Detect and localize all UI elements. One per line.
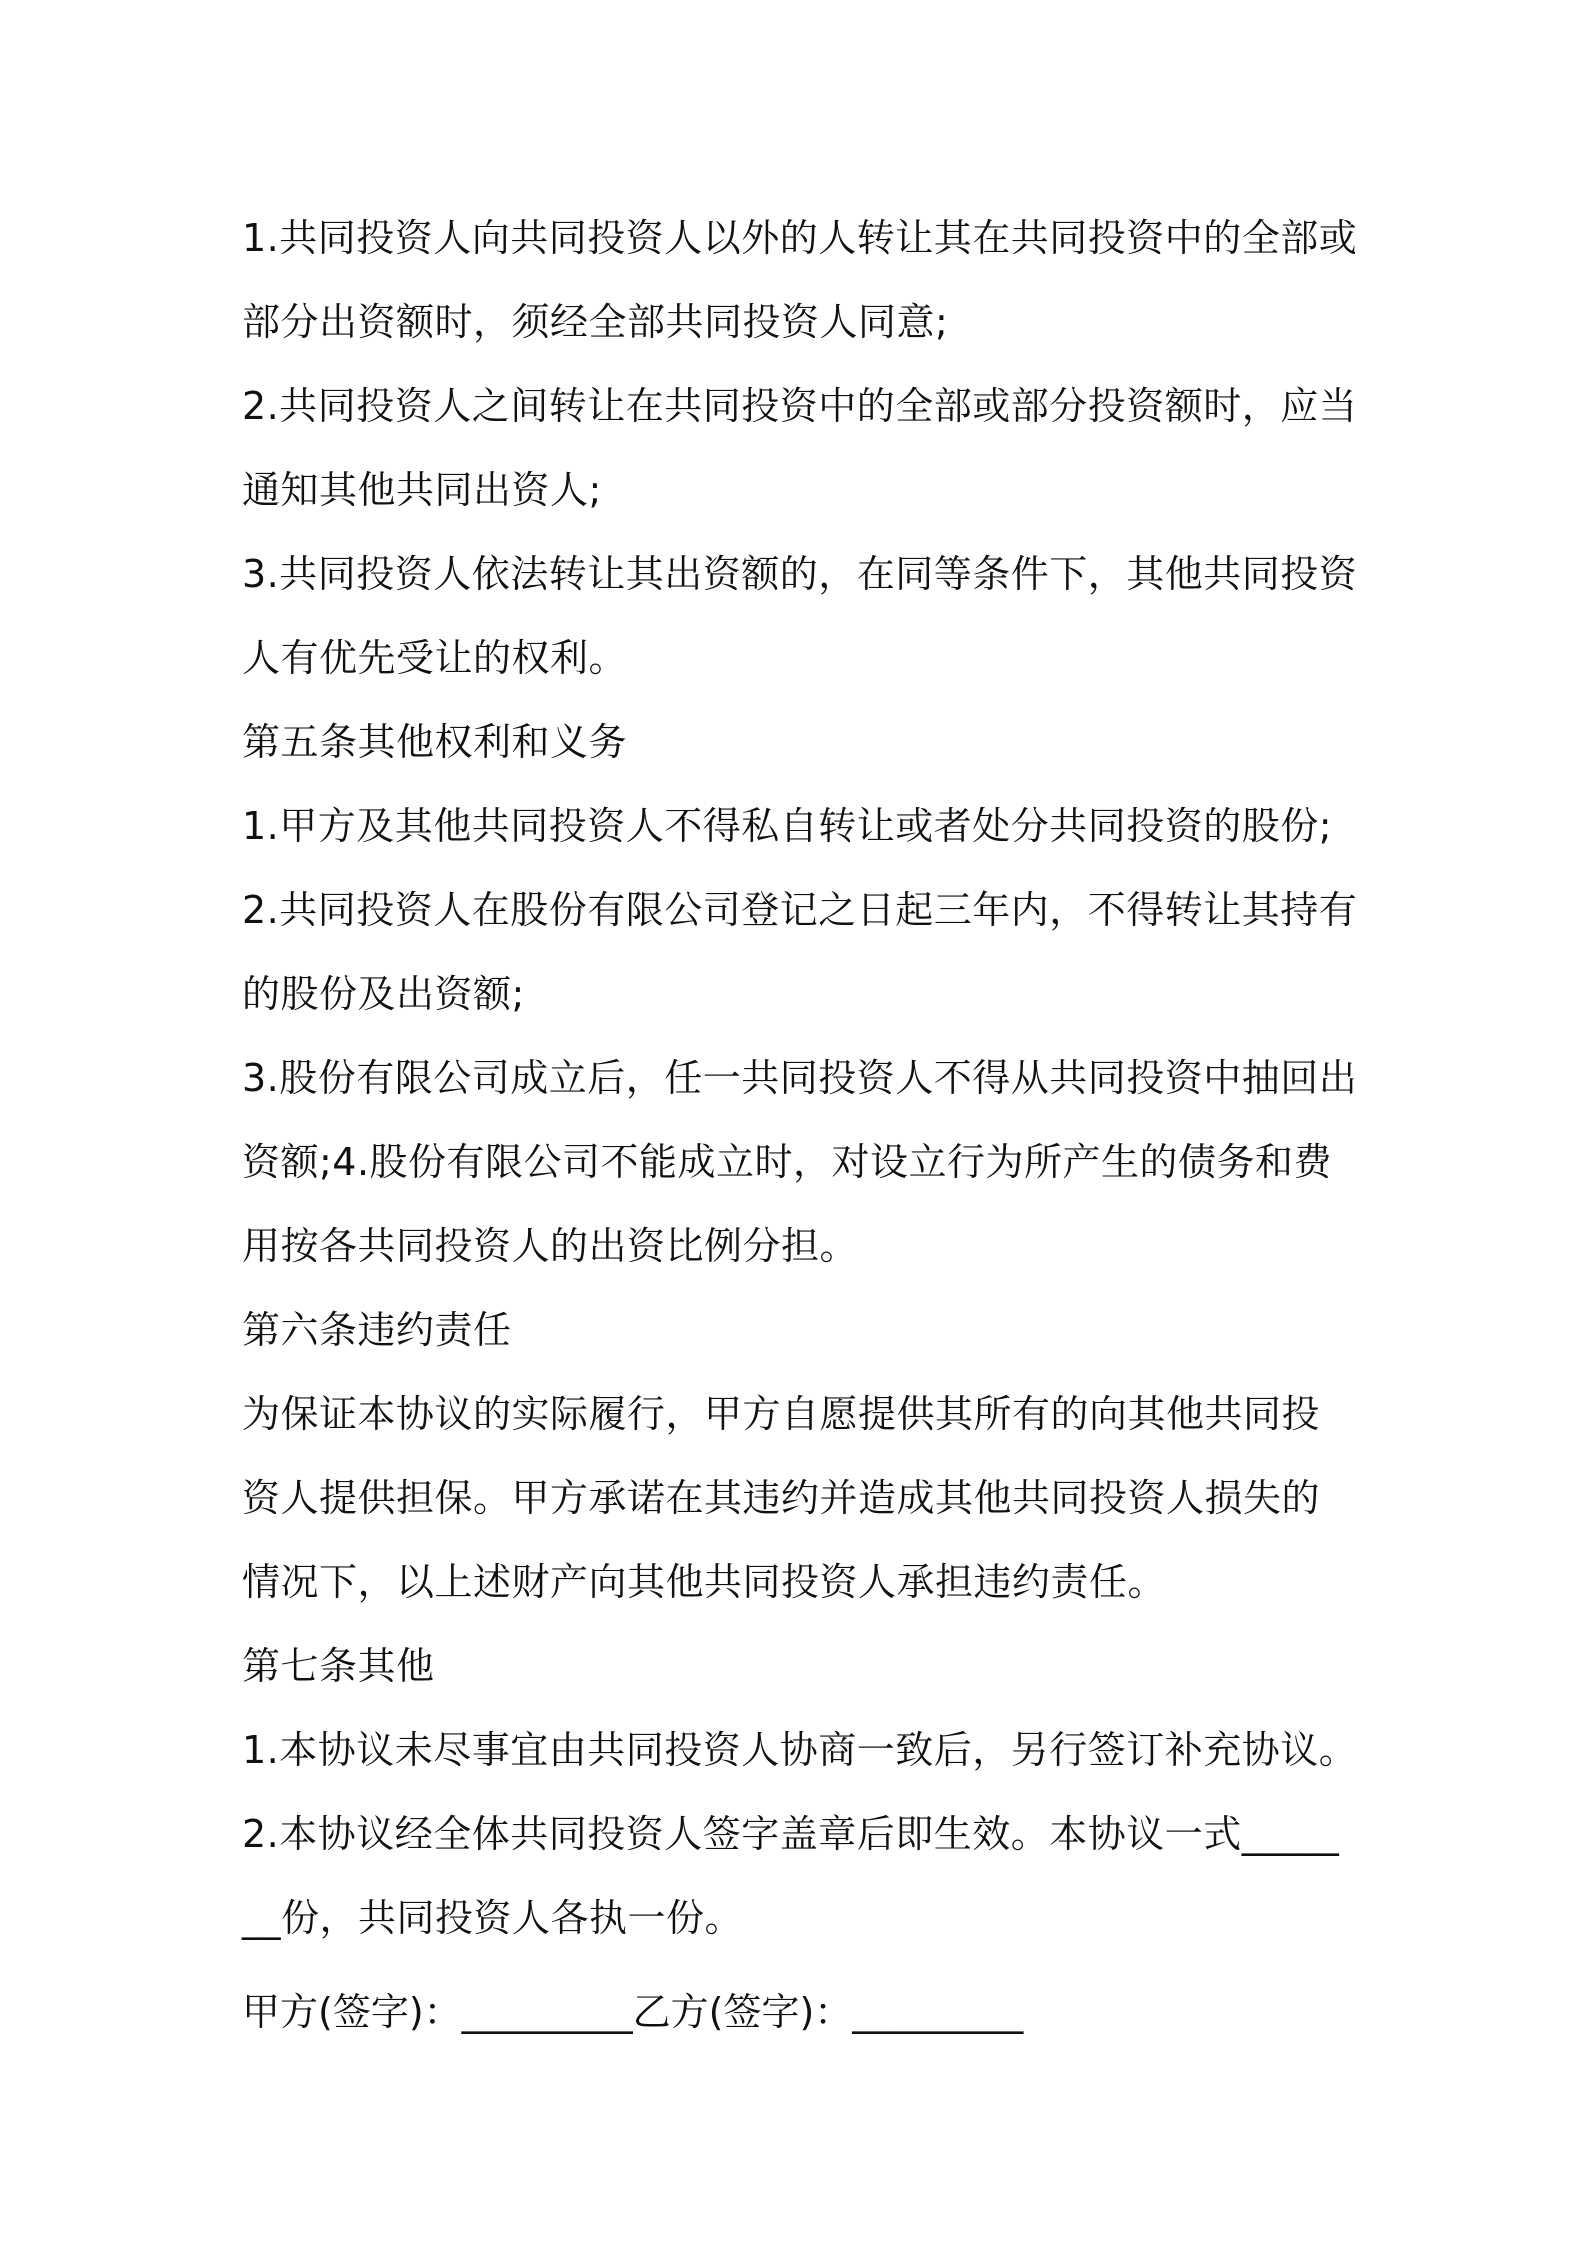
paragraph-3: 3.共同投资人依法转让其出资额的，在同等条件下，其他共同投资人有优先受让的权利。 <box>242 552 1358 680</box>
paragraph-1: 1.共同投资人向共同投资人以外的人转让其在共同投资中的全部或部分出资额时，须经全部共同投资人同意; <box>242 216 1358 344</box>
article-6-heading: 第六条违约责任 <box>242 1308 512 1352</box>
document-page <box>242 196 1358 2092</box>
article-7-heading: 第七条其他 <box>242 1644 435 1688</box>
paragraph-7: 1.本协议未尽事宜由共同投资人协商一致后，另行签订补充协议。 <box>242 1728 1358 1772</box>
paragraph-6: 为保证本协议的实际履行，甲方自愿提供其所有的向其他共同投资人提供担保。甲方承诺在其违约并造成其他共同投资人损失的情况下，以上述财产向其他共同投资人承担违约责任。 <box>242 1392 1321 1604</box>
paragraph-8: 2.本协议经全体共同投资人签字盖章后即生效。本协议一式_______份，共同投资人各执一份。 <box>242 1812 1340 1940</box>
paragraph-5: 3.股份有限公司成立后，任一共同投资人不得从共同投资中抽回出资额;4.股份有限公司不能成立时，对设立行为所产生的债务和费用按各共同投资人的出资比例分担。 <box>242 1056 1358 1268</box>
signature-line: 甲方(签字)：_________乙方(签字)：_________ <box>242 1990 1024 2034</box>
paragraph-4: 1.甲方及其他共同投资人不得私自转让或者处分共同投资的股份;2.共同投资人在股份有限公司登记之日起三年内，不得转让其持有的股份及出资额; <box>242 804 1358 1016</box>
article-5-heading: 第五条其他权利和义务 <box>242 720 628 764</box>
paragraph-2: 2.共同投资人之间转让在共同投资中的全部或部分投资额时，应当通知其他共同出资人; <box>242 384 1358 512</box>
